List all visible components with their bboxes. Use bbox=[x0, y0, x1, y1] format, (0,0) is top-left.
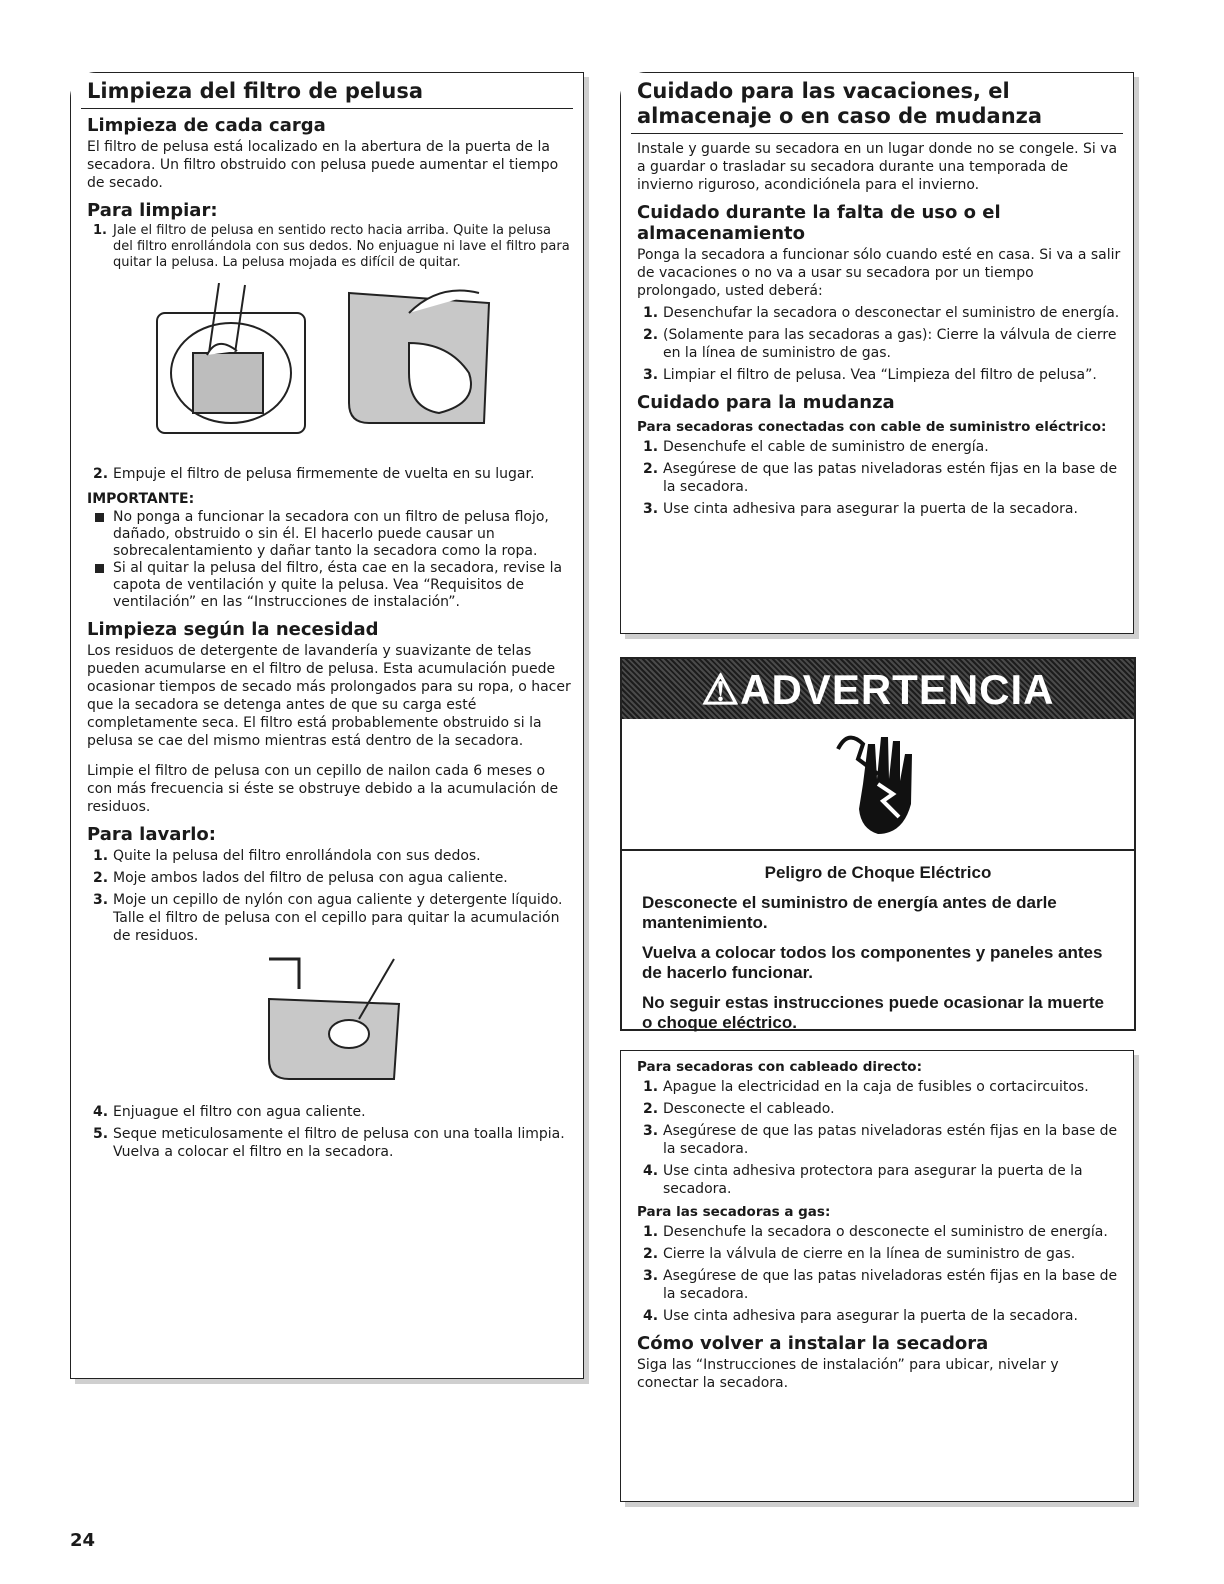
as-needed-text-2: Limpie el filtro de pelusa con un cepillo de nailon cada 6 meses o con más frecuencia si éste se obstruye debido a la acumulación de residuos. bbox=[87, 763, 559, 815]
list-item: 3. Use cinta adhesiva para asegurar la puerta de la secadora. bbox=[643, 501, 1078, 517]
list-item: 1. Desenchufe el cable de suministro de energía. bbox=[643, 439, 989, 455]
important-list bbox=[87, 509, 571, 611]
list-item: 4. Use cinta adhesiva para asegurar la puerta de la secadora. bbox=[643, 1308, 1078, 1324]
list-item: 2. Asegúrese de que las patas niveladoras estén fijas en la base de la secadora. bbox=[643, 461, 1118, 495]
list-item: 4. Enjuague el filtro con agua caliente. bbox=[93, 1104, 366, 1120]
warning-title: ⚠ADVERTENCIA bbox=[701, 665, 1055, 713]
warning-line: No seguir estas instrucciones puede ocasionar la muerte o choque eléctrico. bbox=[642, 993, 1104, 1032]
list-item: 2. Desconecte el cableado. bbox=[643, 1101, 835, 1117]
list-item: 5. Seque meticulosamente el filtro de pelusa con una toalla limpia. Vuelva a colocar el filtro en la secadora. bbox=[93, 1126, 565, 1160]
subheading-to-clean: Para limpiar: bbox=[87, 200, 218, 221]
subheading-each-load: Limpieza de cada carga bbox=[87, 115, 326, 136]
warning-band bbox=[622, 659, 1134, 719]
warning-box bbox=[620, 657, 1136, 1031]
lint-filter-illustration bbox=[87, 283, 571, 453]
dryer-door-filter-icon bbox=[149, 283, 309, 453]
list-item: 1. Jale el filtro de pelusa en sentido recto hacia arriba. Quite la pelusa del filtro enrollándola con sus dedos. No enjuague ni lave el filtro para quitar la pelusa. La pelusa mojada es difícil de quitar. bbox=[93, 223, 570, 270]
moving-details-panel bbox=[620, 1050, 1134, 1502]
list-item: 1. Desenchufar la secadora o desconectar el suministro de energía. bbox=[643, 305, 1120, 321]
list-item: Si al quitar la pelusa del filtro, ésta cae en la secadora, revise la capota de ventilación y quite la pelusa. Vea “Requisitos de ventilación” en las “Instrucciones de instalación”. bbox=[87, 560, 571, 611]
lint-filter-panel bbox=[70, 72, 584, 1379]
hand-removing-lint-icon bbox=[339, 283, 509, 433]
list-item: 1. Quite la pelusa del filtro enrollándola con sus dedos. bbox=[93, 848, 481, 864]
direct-wire-label: Para secadoras con cableado directo: bbox=[637, 1059, 922, 1075]
list-item: 2. Empuje el filtro de pelusa firmemente de vuelta en su lugar. bbox=[93, 466, 535, 482]
subheading-storage: Cuidado durante la falta de uso o el almacenamiento bbox=[637, 202, 1001, 244]
vacation-intro: Instale y guarde su secadora en un lugar donde no se congele. Si va a guardar o trasladar su secadora durante una temporada de invierno riguroso, acondiciónela para el invierno. bbox=[637, 141, 1118, 193]
list-item: 2. Moje ambos lados del filtro de pelusa con agua caliente. bbox=[93, 870, 508, 886]
subheading-to-wash: Para lavarlo: bbox=[87, 824, 216, 845]
moving-steps bbox=[637, 438, 1121, 518]
list-item: 1. Desenchufe la secadora o desconecte el suministro de energía. bbox=[643, 1224, 1108, 1240]
direct-wire-steps bbox=[637, 1078, 1121, 1198]
as-needed-text-1: Los residuos de detergente de lavandería y suavizante de telas pueden acumularse en el filtro de pelusa. Esta acumulación puede ocasionar tiempos de secado más prolongados para su ropa, o hacer que la secadora se detenga antes de que su carga esté completamente seca. El filtro está probablemente obstruido si la pelusa se cae del mismo mientras está dentro de la secadora. bbox=[87, 643, 571, 749]
wash-steps bbox=[87, 847, 571, 945]
storage-steps bbox=[637, 304, 1121, 384]
warning-line: Desconecte el suministro de energía antes de darle mantenimiento. bbox=[642, 893, 1057, 932]
reinstall-text: Siga las “Instrucciones de instalación” para ubicar, nivelar y conectar la secadora. bbox=[637, 1357, 1059, 1391]
list-item: No ponga a funcionar la secadora con un filtro de pelusa flojo, dañado, obstruido o sin él. El hacerlo puede causar un sobrecalentamiento y dañar tanto la secadora como la ropa. bbox=[87, 509, 571, 560]
important-label: IMPORTANTE: bbox=[87, 491, 195, 507]
vacation-storage-title: Cuidado para las vacaciones, el almacenaje o en caso de mudanza bbox=[621, 73, 1133, 133]
wash-steps-continued bbox=[87, 1103, 571, 1161]
vacation-storage-panel bbox=[620, 72, 1134, 634]
clean-steps bbox=[87, 223, 571, 271]
moving-label: Para secadoras conectadas con cable de suministro eléctrico: bbox=[637, 419, 1107, 435]
list-item: 2. Cierre la válvula de cierre en la línea de suministro de gas. bbox=[643, 1246, 1076, 1262]
storage-text: Ponga la secadora a funcionar sólo cuando esté en casa. Si va a salir de vacaciones o no va a usar su secadora por un tiempo prolongado, usted deberá: bbox=[637, 247, 1121, 299]
list-item: 3. Asegúrese de que las patas niveladoras estén fijas en la base de la secadora. bbox=[643, 1268, 1118, 1302]
list-item: 3. Moje un cepillo de nylón con agua caliente y detergente líquido. Talle el filtro de pelusa con el cepillo para quitar la acumulación de residuos. bbox=[93, 892, 563, 944]
shock-hazard-icon bbox=[622, 719, 1134, 851]
subheading-as-needed: Limpieza según la necesidad bbox=[87, 619, 379, 640]
gas-dryer-steps bbox=[637, 1223, 1121, 1325]
subheading-reinstall: Cómo volver a instalar la secadora bbox=[637, 1333, 989, 1354]
list-item: 2. (Solamente para las secadoras a gas): Cierre la válvula de cierre en la línea de suministro de gas. bbox=[643, 327, 1117, 361]
warning-hazard: Peligro de Choque Eléctrico bbox=[764, 863, 992, 882]
list-item: 1. Apague la electricidad en la caja de fusibles o cortacircuitos. bbox=[643, 1079, 1089, 1095]
each-load-text: El filtro de pelusa está localizado en la abertura de la puerta de la secadora. Un filtro obstruido con pelusa puede aumentar el tiempo de secado. bbox=[87, 139, 559, 191]
gas-dryer-label: Para las secadoras a gas: bbox=[637, 1204, 831, 1220]
warning-line: Vuelva a colocar todos los componentes y paneles antes de hacerlo funcionar. bbox=[642, 943, 1103, 982]
clean-steps-continued bbox=[87, 465, 571, 483]
list-item: 4. Use cinta adhesiva protectora para asegurar la puerta de la secadora. bbox=[643, 1163, 1083, 1197]
list-item: 3. Limpiar el filtro de pelusa. Vea “Limpieza del filtro de pelusa”. bbox=[643, 367, 1097, 383]
washing-filter-illustration bbox=[87, 949, 571, 1099]
electric-shock-hand-icon bbox=[833, 729, 923, 839]
subheading-moving: Cuidado para la mudanza bbox=[637, 392, 895, 413]
list-item: 3. Asegúrese de que las patas niveladoras estén fijas en la base de la secadora. bbox=[643, 1123, 1118, 1157]
faucet-brush-icon bbox=[249, 949, 409, 1099]
page-number: 24 bbox=[70, 1530, 96, 1551]
lint-filter-title: Limpieza del filtro de pelusa bbox=[71, 73, 583, 108]
